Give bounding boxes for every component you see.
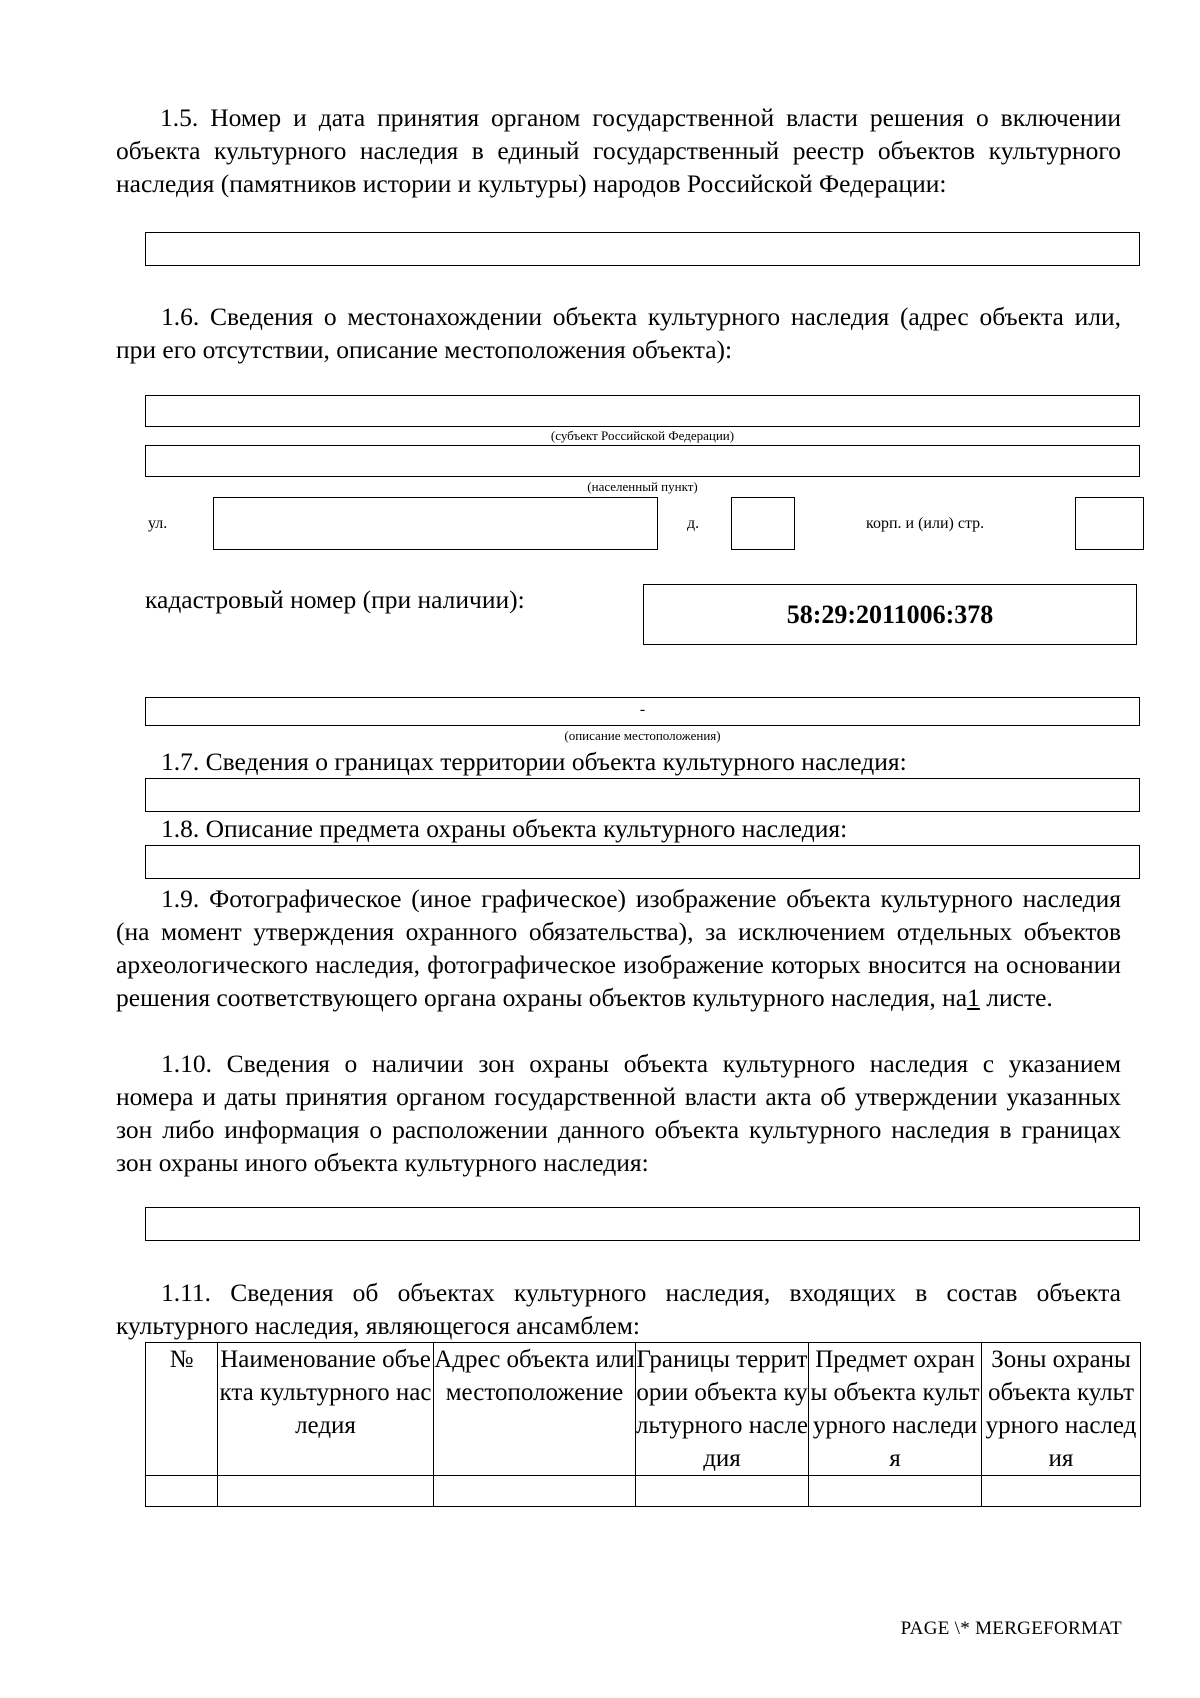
house-label: д. <box>687 515 700 532</box>
table-cell[interactable] <box>809 1476 982 1507</box>
table-cell[interactable] <box>636 1476 809 1507</box>
protection-subject-field[interactable] <box>145 845 1140 879</box>
column-header-name: Наименование объекта культурного наследия <box>218 1343 434 1476</box>
locality-field[interactable] <box>145 445 1140 477</box>
section-1-10-text: 1.10. Сведения о наличии зон охраны объекта культурного наследия с указанием номера и даты принятия органом государственной власти акта об утверждении указанных зон либо информация о расположении данного объекта культурного наследия в границах зон охраны иного объекта культурного наследия: <box>116 1049 1121 1177</box>
ensemble-objects-table <box>145 1342 1141 1507</box>
protection-zones-field[interactable] <box>145 1207 1140 1241</box>
table-row <box>146 1476 1141 1507</box>
table-cell[interactable] <box>434 1476 636 1507</box>
street-field[interactable] <box>213 497 658 550</box>
registry-decision-field[interactable] <box>145 232 1140 266</box>
building-field[interactable] <box>1075 497 1144 550</box>
column-header-protection-zones: Зоны охраны объекта культурного наследия <box>982 1343 1141 1476</box>
section-1-5-text: 1.5. Номер и дата принятия органом государственной власти решения о включении объекта культурного наследия в единый государственный реестр объектов культурного наследия (памятников истории и культуры) народов Российской Федерации: <box>116 103 1121 198</box>
section-1-9-text-main: 1.9. Фотографическое (иное графическое) изображение объекта культурного наследия (на момент утверждения охранного обязательства), за исключением отдельных объектов археологического наследия, фотографическое изображение которых вносится на основании решения соответствующего органа охраны объектов культурного наследия, на <box>116 884 1121 1012</box>
locality-caption: (населенный пункт) <box>587 479 698 494</box>
column-header-boundaries: Границы территории объекта культурного наследия <box>636 1343 809 1476</box>
table-cell[interactable] <box>218 1476 434 1507</box>
page-footer-field-code: PAGE \* MERGEFORMAT <box>900 1618 1122 1639</box>
subject-field[interactable] <box>145 395 1140 427</box>
section-1-8-text: 1.8. Описание предмета охраны объекта культурного наследия: <box>161 814 848 843</box>
column-header-number: № <box>146 1343 218 1476</box>
table-cell[interactable] <box>982 1476 1141 1507</box>
column-header-address: Адрес объекта или местоположение <box>434 1343 636 1476</box>
house-field[interactable] <box>731 497 795 550</box>
cadastral-number-field[interactable]: 58:29:2011006:378 <box>643 584 1137 645</box>
section-1-9-text-end: листе. <box>979 983 1053 1012</box>
sheets-count: 1 <box>967 983 980 1012</box>
section-1-6-text: 1.6. Сведения о местонахождении объекта культурного наследия (адрес объекта или, при его отсутствии, описание местоположения объекта): <box>116 302 1121 364</box>
location-description-field[interactable]: - <box>145 697 1140 726</box>
territory-boundaries-field[interactable] <box>145 778 1140 812</box>
table-header-row <box>146 1343 1141 1476</box>
building-label: корп. и (или) стр. <box>866 515 985 532</box>
street-label: ул. <box>148 515 168 532</box>
section-1-9-text <box>116 882 1121 1014</box>
cadastral-label: кадастровый номер (при наличии): <box>145 585 525 614</box>
table-cell[interactable] <box>146 1476 218 1507</box>
section-1-11-text: 1.11. Сведения об объектах культурного наследия, входящих в состав объекта культурного наследия, являющегося ансамблем: <box>116 1278 1121 1340</box>
location-caption: (описание местоположения) <box>564 728 721 743</box>
section-1-7-text: 1.7. Сведения о границах территории объекта культурного наследия: <box>161 747 907 776</box>
subject-caption: (субъект Российской Федерации) <box>550 428 735 443</box>
column-header-protection-subject: Предмет охраны объекта культурного наследия <box>809 1343 982 1476</box>
